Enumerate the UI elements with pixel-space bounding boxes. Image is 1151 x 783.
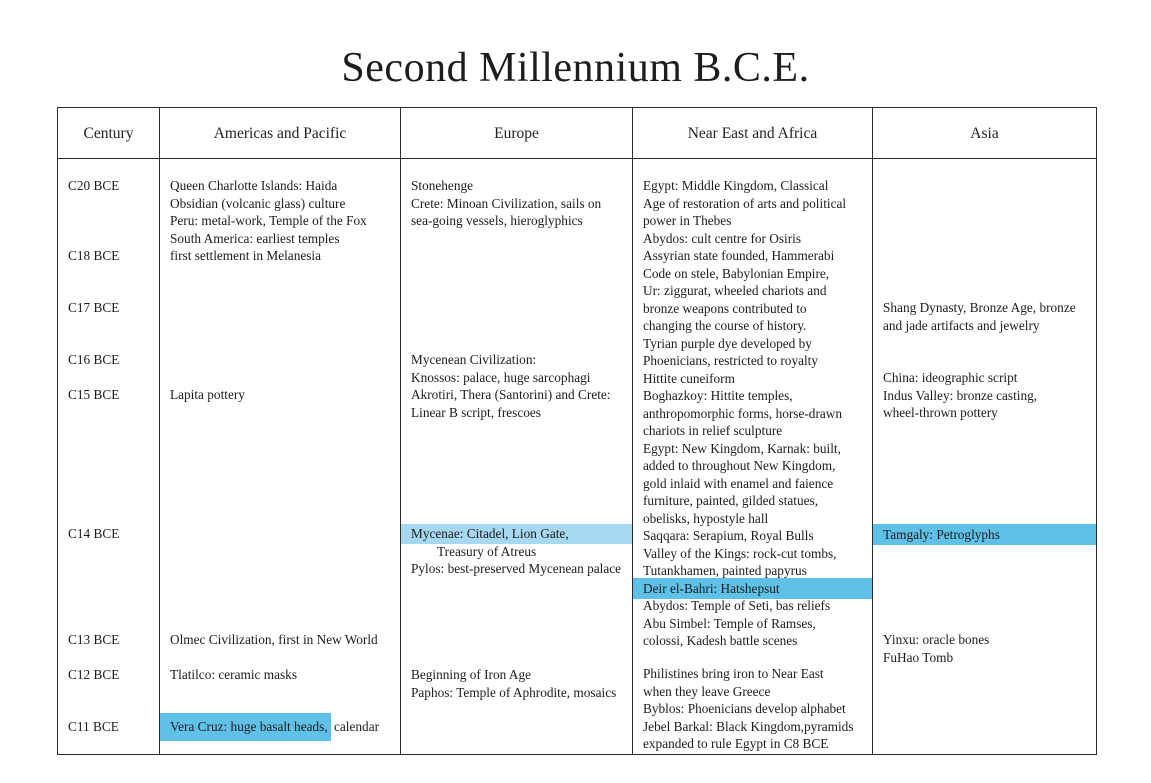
timeline-entry: Jebel Barkal: Black Kingdom,pyramids bbox=[643, 718, 854, 734]
timeline-entry: added to throughout New Kingdom, bbox=[643, 458, 836, 473]
timeline-entry: obelisks, hypostyle hall bbox=[643, 510, 769, 526]
timeline-entry: Olmec Civilization, first in New World bbox=[170, 632, 378, 647]
timeline-entry: Abydos: cult centre for Osiris bbox=[643, 230, 802, 246]
timeline-entry: C18 BCE bbox=[68, 248, 120, 263]
timeline-entry: C12 BCE bbox=[68, 667, 120, 682]
column-europe bbox=[401, 108, 632, 754]
timeline-entry: bronze weapons contributed to bbox=[643, 300, 807, 316]
timeline-entry: Saqqara: Serapium, Royal Bulls bbox=[643, 528, 814, 543]
timeline-entry: Boghazkoy: Hittite temples, bbox=[643, 388, 793, 403]
timeline-entry: Queen Charlotte Islands: Haida bbox=[170, 178, 338, 193]
timeline-entry: Tyrian purple dye developed by bbox=[643, 335, 812, 351]
timeline-entry-highlighted: Tamgaly: Petroglyphs bbox=[873, 524, 1096, 545]
header-neareast: Near East and Africa bbox=[687, 125, 818, 142]
timeline-entry: South America: earliest temples bbox=[170, 230, 340, 246]
timeline-entry: China: ideographic script bbox=[883, 370, 1018, 385]
timeline-entry: C16 BCE bbox=[68, 352, 120, 367]
timeline-entry: Valley of the Kings: rock-cut tombs, bbox=[643, 545, 837, 561]
column-americas bbox=[160, 108, 400, 754]
header-asia: Asia bbox=[970, 125, 999, 142]
timeline-entry: first settlement in Melanesia bbox=[170, 248, 322, 263]
timeline-entry-highlighted: Vera Cruz: huge basalt heads, calendar bbox=[160, 718, 400, 736]
timeline-entry: Age of restoration of arts and political bbox=[643, 195, 847, 211]
timeline-entry: Pylos: best-preserved Mycenean palace bbox=[411, 561, 622, 576]
timeline-entry: Linear B script, frescoes bbox=[411, 404, 541, 420]
header-europe: Europe bbox=[494, 125, 539, 142]
timeline-entry: Indus Valley: bronze casting, bbox=[883, 387, 1038, 403]
timeline-entry: Treasury of Atreus bbox=[437, 543, 537, 559]
timeline-entry: power in Thebes bbox=[643, 213, 732, 228]
timeline-table bbox=[57, 107, 1097, 755]
timeline-entry: Tlatilco: ceramic masks bbox=[170, 667, 298, 682]
timeline-entry: C20 BCE bbox=[68, 178, 120, 193]
timeline-entry: wheel-thrown pottery bbox=[883, 405, 998, 420]
timeline-entry: Mycenean Civilization: bbox=[411, 352, 537, 367]
column-century bbox=[58, 108, 159, 754]
timeline-entry: chariots in relief sculpture bbox=[643, 423, 783, 438]
timeline-entry-highlighted: Mycenae: Citadel, Lion Gate, bbox=[401, 524, 632, 544]
timeline-entry: Ur: ziggurat, wheeled chariots and bbox=[643, 283, 827, 298]
timeline-entry: anthropomorphic forms, horse-drawn bbox=[643, 405, 843, 421]
timeline-entry: Stonehenge bbox=[411, 178, 474, 193]
timeline-entry: changing the course of history. bbox=[643, 318, 807, 333]
timeline-entry: sea-going vessels, hieroglyphics bbox=[411, 213, 583, 228]
timeline-entry: Beginning of Iron Age bbox=[411, 667, 532, 682]
column-neareast bbox=[633, 108, 872, 754]
timeline-entry: Abu Simbel: Temple of Ramses, bbox=[643, 615, 816, 631]
timeline-entry: Egypt: Middle Kingdom, Classical bbox=[643, 178, 829, 193]
timeline-entry: and jade artifacts and jewelry bbox=[883, 317, 1040, 333]
timeline-entry: C15 BCE bbox=[68, 387, 120, 402]
timeline-entry: Philistines bring iron to Near East bbox=[643, 666, 824, 681]
timeline-entry: Byblos: Phoenicians develop alphabet bbox=[643, 701, 846, 716]
header-century: Century bbox=[83, 125, 134, 142]
timeline-entry: expanded to rule Egypt in C8 BCE bbox=[643, 736, 829, 751]
timeline-entry: Shang Dynasty, Bronze Age, bronze bbox=[883, 300, 1076, 315]
timeline-entry: C14 BCE bbox=[68, 526, 120, 541]
timeline-entry: Phoenicians, restricted to royalty bbox=[643, 353, 819, 368]
timeline-entry: colossi, Kadesh battle scenes bbox=[643, 633, 798, 648]
timeline-entry: Tutankhamen, painted papyrus bbox=[643, 563, 807, 578]
timeline-entry: Peru: metal-work, Temple of the Fox bbox=[170, 213, 367, 228]
timeline-entry: Akrotiri, Thera (Santorini) and Crete: bbox=[411, 387, 611, 402]
timeline-entry: when they leave Greece bbox=[643, 683, 771, 699]
timeline-entry: Knossos: palace, huge sarcophagi bbox=[411, 369, 591, 385]
timeline-entry: furniture, painted, gilded statues, bbox=[643, 493, 819, 508]
timeline-entry: Crete: Minoan Civilization, sails on bbox=[411, 195, 602, 211]
page-title: Second Millennium B.C.E. bbox=[341, 45, 810, 91]
timeline-entry: C17 BCE bbox=[68, 300, 120, 315]
timeline-entry: Hittite cuneiform bbox=[643, 370, 735, 386]
timeline-entry: gold inlaid with enamel and faience bbox=[643, 475, 834, 491]
timeline-entry: C11 BCE bbox=[68, 719, 119, 734]
header-americas: Americas and Pacific bbox=[213, 125, 347, 142]
timeline-entry: Code on stele, Babylonian Empire, bbox=[643, 265, 830, 281]
timeline-entry: FuHao Tomb bbox=[883, 649, 954, 665]
timeline-entry: Egypt: New Kingdom, Karnak: built, bbox=[643, 440, 841, 456]
timeline-entry: C13 BCE bbox=[68, 632, 120, 647]
column-asia bbox=[873, 108, 1096, 754]
timeline-entry: Lapita pottery bbox=[170, 387, 245, 402]
timeline-entry-highlighted: Deir el-Bahri: Hatshepsut bbox=[633, 578, 872, 599]
timeline-entry: Obsidian (volcanic glass) culture bbox=[170, 195, 346, 211]
timeline-entry: Paphos: Temple of Aphrodite, mosaics bbox=[411, 684, 617, 700]
timeline-entry: Abydos: Temple of Seti, bas reliefs bbox=[643, 598, 831, 613]
timeline-entry: Yinxu: oracle bones bbox=[883, 632, 990, 647]
timeline-entry: Assyrian state founded, Hammerabi bbox=[643, 248, 835, 263]
